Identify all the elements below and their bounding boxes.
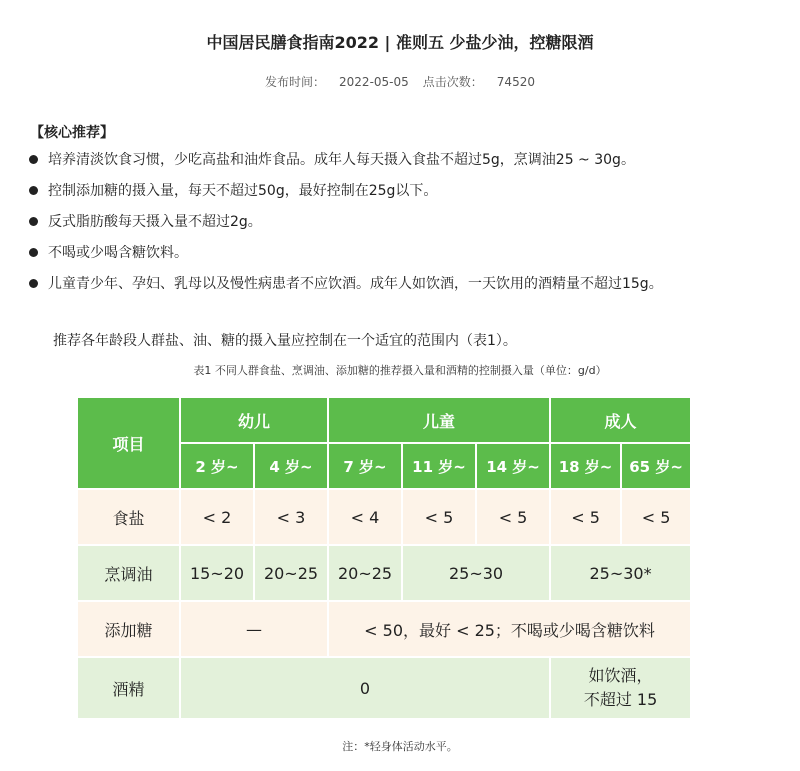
table-cell: 25~30* — [550, 545, 691, 601]
table-cell: < 5 — [621, 489, 691, 545]
publish-date — [265, 75, 409, 89]
table-row-salt — [77, 489, 691, 545]
bullet-text: 儿童青少年、孕妇、乳母以及慢性病患者不应饮酒。成年人如饮酒，一天饮用的酒精量不超过15g。 — [48, 276, 663, 292]
header-age: 14 岁~ — [476, 443, 550, 489]
click-count — [423, 75, 535, 89]
header-age: 11 岁~ — [402, 443, 476, 489]
publish-label: 发布时间： — [265, 75, 326, 89]
clicks-label: 点击次数： — [422, 75, 483, 89]
header-age: 4 岁~ — [254, 443, 328, 489]
bullet-text: 不喝或少喝含糖饮料。 — [48, 245, 188, 261]
table-cell: — — [180, 601, 328, 657]
header-age: 18 岁~ — [550, 443, 621, 489]
row-label-oil: 烹调油 — [77, 545, 180, 601]
alcohol-adult-line1: 如饮酒， — [588, 666, 653, 685]
table-cell: 20~25 — [328, 545, 402, 601]
table-row-sugar — [77, 601, 691, 657]
article-title: 中国居民膳食指南2022 | 准则五 少盐少油，控糖限酒 — [206, 33, 594, 52]
core-recommendations — [28, 150, 663, 305]
row-label-alcohol: 酒精 — [77, 657, 180, 719]
bullet-text: 反式脂肪酸每天摄入量不超过2g。 — [48, 214, 262, 230]
bullet-icon — [29, 279, 38, 288]
table-row-alcohol — [77, 657, 691, 719]
table-row-oil — [77, 545, 691, 601]
header-group-toddler: 幼儿 — [180, 397, 328, 443]
table-cell: < 5 — [476, 489, 550, 545]
table-cell: < 50，最好 < 25；不喝或少喝含糖饮料 — [328, 601, 691, 657]
header-age: 65 岁~ — [621, 443, 691, 489]
alcohol-adult-line2: 不超过 15 — [583, 690, 658, 709]
list-item — [28, 243, 663, 274]
bullet-text: 培养清淡饮食习惯，少吃高盐和油炸食品。成年人每天摄入食盐不超过5g，烹调油25 ~ 30g。 — [48, 152, 635, 168]
article-meta — [0, 73, 800, 90]
clicks-value: 74520 — [496, 75, 535, 89]
table-cell: 20~25 — [254, 545, 328, 601]
header-group-child: 儿童 — [328, 397, 550, 443]
table-caption: 表1 不同人群食盐、烹调油、添加糖的推荐摄入量和酒精的控制摄入量（单位：g/d） — [193, 364, 607, 377]
bullet-text: 控制添加糖的摄入量，每天不超过50g，最好控制在25g以下。 — [48, 183, 438, 199]
list-item — [28, 274, 663, 305]
list-item — [28, 181, 663, 212]
table-cell — [550, 657, 691, 719]
bullet-icon — [29, 217, 38, 226]
core-heading: 【核心推荐】 — [30, 125, 114, 141]
table-cell: < 5 — [550, 489, 621, 545]
table-cell: < 5 — [402, 489, 476, 545]
table-intro: 推荐各年龄段人群盐、油、糖的摄入量应控制在一个适宜的范围内（表1）。 — [53, 333, 517, 349]
list-item — [28, 150, 663, 181]
bullet-icon — [29, 155, 38, 164]
header-item: 项目 — [77, 397, 180, 489]
row-label-sugar: 添加糖 — [77, 601, 180, 657]
list-item — [28, 212, 663, 243]
table-cell: < 2 — [180, 489, 254, 545]
header-age: 7 岁~ — [328, 443, 402, 489]
table-cell: < 3 — [254, 489, 328, 545]
intake-table — [76, 396, 692, 720]
table-header-row — [77, 397, 691, 443]
bullet-icon — [29, 248, 38, 257]
row-label-salt: 食盐 — [77, 489, 180, 545]
table-note: 注：*轻身体活动水平。 — [342, 740, 458, 753]
publish-date-value: 2022-05-05 — [339, 75, 409, 89]
header-group-adult: 成人 — [550, 397, 691, 443]
header-age: 2 岁~ — [180, 443, 254, 489]
table-cell: 15~20 — [180, 545, 254, 601]
table-cell: < 4 — [328, 489, 402, 545]
table-cell: 0 — [180, 657, 550, 719]
bullet-icon — [29, 186, 38, 195]
table-cell: 25~30 — [402, 545, 550, 601]
